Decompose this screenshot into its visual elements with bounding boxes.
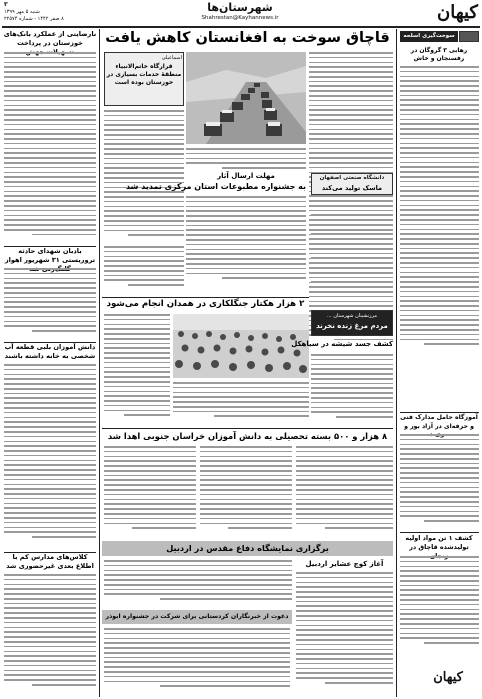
website: Shahrestan@Kayhannews.ir (201, 15, 279, 21)
issue-date: شنبه ۵ مهر ۱۳۹۹ (4, 9, 40, 15)
box2-small: مرزنشینان شهرستان ... (326, 313, 377, 319)
main-story-text-left-2 (104, 246, 184, 294)
left-news-4-headline: کلاس‌های مدارس کم با اطلاع بعدی غیرحضوری شد (6, 553, 94, 570)
box-right-text-2 (311, 354, 393, 426)
books-text-2 (200, 446, 292, 538)
books-text-3 (296, 446, 393, 538)
box2-headline: مردم مرغ زنده نخرند (316, 322, 388, 330)
mid-headline: به جشنواره مطبوعات استان مرکزی تمدید شد (125, 182, 306, 191)
rule-books (102, 428, 393, 429)
right-rule-2 (400, 532, 479, 533)
mid-story-text (186, 196, 306, 288)
reporters-text (104, 628, 290, 696)
main-photo-fuel-trucks (186, 52, 306, 144)
newspaper-logo: کیهان (436, 2, 478, 23)
main-story-text-center (186, 148, 306, 170)
left-news-3-headline: دانش آموزان بلبی قطعه آب شخصی به خانه داشته باشند (4, 343, 96, 360)
kayhan-footer-logo: کیهان (433, 670, 463, 685)
left-news-1-headline: نارضایتی از عملکرد بانک‌های خوزستان در پرداخت (3, 30, 97, 47)
right-news-3-headline: کشف ۱ تن مواد اولیه تولیدشده قاچاق در (405, 534, 473, 551)
afforestation-text (104, 314, 170, 424)
afforestation-photo (173, 314, 309, 378)
books-text-1 (104, 446, 196, 538)
mid-headline-small: مهلت ارسال آثار (217, 172, 275, 180)
left-news-2-text (4, 268, 96, 338)
right-news-3-text (400, 556, 479, 650)
sidebar-box-caption: اسماعیلی (161, 55, 182, 61)
reporters-bar: دعوت از خبرنگاران کردستانی برای شرکت در جشنواره ابوذر (102, 610, 292, 624)
page-number: ۳ (4, 1, 8, 8)
afforestation-text-2 (173, 382, 309, 424)
divider-right (396, 29, 397, 697)
sidebar-box-headline: قرارگاه خاتم‌الانبیاء منطقهٔ خدمات بسیاری در خوزستان بوده است (106, 63, 182, 86)
right-news-label: سوخت‌گیری اسلحه (400, 31, 458, 42)
right-news-2-headline: آموزگاه حامل مدارک فنی و حرفه‌ای در آزاد بور و (400, 414, 478, 430)
main-story-text-left (104, 110, 184, 242)
afforestation-headline: ۲ هزار هکتار جنگلکاری در همدان انجام می‌شود (106, 299, 305, 309)
nomads-text (296, 572, 393, 696)
left-news-2-headline: بادبان شهدای حادثه تروریستی ۳۱ شهریور اهواز (4, 247, 96, 264)
left-news-3-text (4, 364, 96, 548)
exhibition-text (104, 560, 292, 606)
section-title: شهرستان‌ها (207, 1, 273, 14)
right-news-1-text (400, 66, 479, 356)
books-headline: ۸ هزار و ۵۰۰ بسته تحصیلی به دانش آموزان خراسان جنوبی اهدا شد (107, 431, 388, 441)
box3-headline: کشف جسد شیشه در سیاهکل (291, 340, 393, 348)
box1-small: دانشگاه صنعتی اصفهان (319, 175, 385, 181)
exhibition-bar: برگزاری نمایشگاه دفاع مقدس در اردبیل (102, 541, 393, 556)
right-news-1-headline: رهایی ۳ گروگان در رفسنجان و خاش (410, 47, 468, 62)
nomads-headline: آغاز کوچ عشایر اردبیل (305, 560, 384, 568)
main-headline: قاچاق سوخت به افغانستان کاهش یافت (105, 30, 390, 46)
right-rule-1 (400, 412, 479, 413)
left-news-1-text (4, 52, 96, 244)
right-news-2-text (400, 434, 479, 530)
divider-left (99, 29, 100, 697)
box-right-text-1 (311, 200, 393, 306)
issue-number: ۸ صفر ۱۴۴۲ - شماره ۲۲۵۷۴ (4, 16, 64, 22)
masthead (0, 0, 482, 26)
right-icon-box (459, 31, 479, 42)
box1-headline: ماسک تولید می‌کند (321, 184, 383, 192)
left-news-4-text (4, 574, 96, 696)
